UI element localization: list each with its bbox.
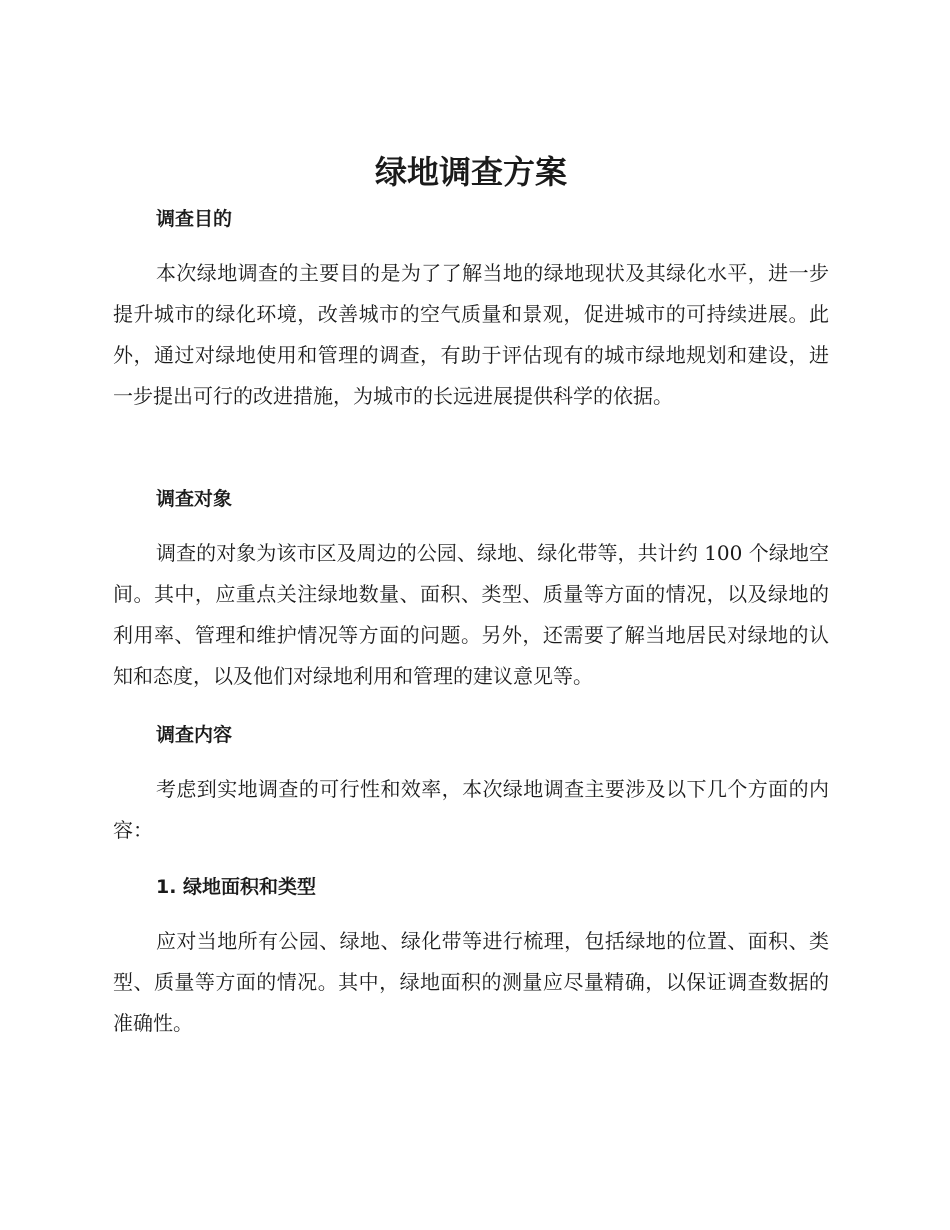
section-heading-subjects: 调查对象 (156, 488, 233, 510)
document-title: 绿地调查方案 (374, 153, 567, 191)
section-heading-content: 调查内容 (156, 724, 233, 746)
section-heading-purpose: 调查目的 (156, 208, 233, 230)
section-paragraph-area-type: 应对当地所有公园、绿地、绿化带等进行梳理，包括绿地的位置、面积、类型、质量等方面的情况。其中，绿地面积的测量应尽量精确，以保证调查数据的准确性。 (113, 929, 829, 1035)
section-paragraph-subjects: 调查的对象为该市区及周边的公园、绿地、绿化带等，共计约 100 个绿地空间。其中，应重点关注绿地数量、面积、类型、质量等方面的情况，以及绿地的利用率、管理和维护情况等方面的问题。另外，还需要了解当地居民对绿地的认知和态度，以及他们对绿地利用和管理的建议意见等。 (113, 541, 829, 688)
section-heading-area-type: 1. 绿地面积和类型 (156, 876, 317, 898)
section-paragraph-content: 考虑到实地调查的可行性和效率，本次绿地调查主要涉及以下几个方面的内容： (113, 777, 829, 842)
section-paragraph-purpose: 本次绿地调查的主要目的是为了了解当地的绿地现状及其绿化水平，进一步提升城市的绿化环境，改善城市的空气质量和景观，促进城市的可持续进展。此外，通过对绿地使用和管理的调查，有助于评估现有的城市绿地规划和建设，进一步提出可行的改进措施，为城市的长远进展提供科学的依据。 (113, 261, 829, 408)
